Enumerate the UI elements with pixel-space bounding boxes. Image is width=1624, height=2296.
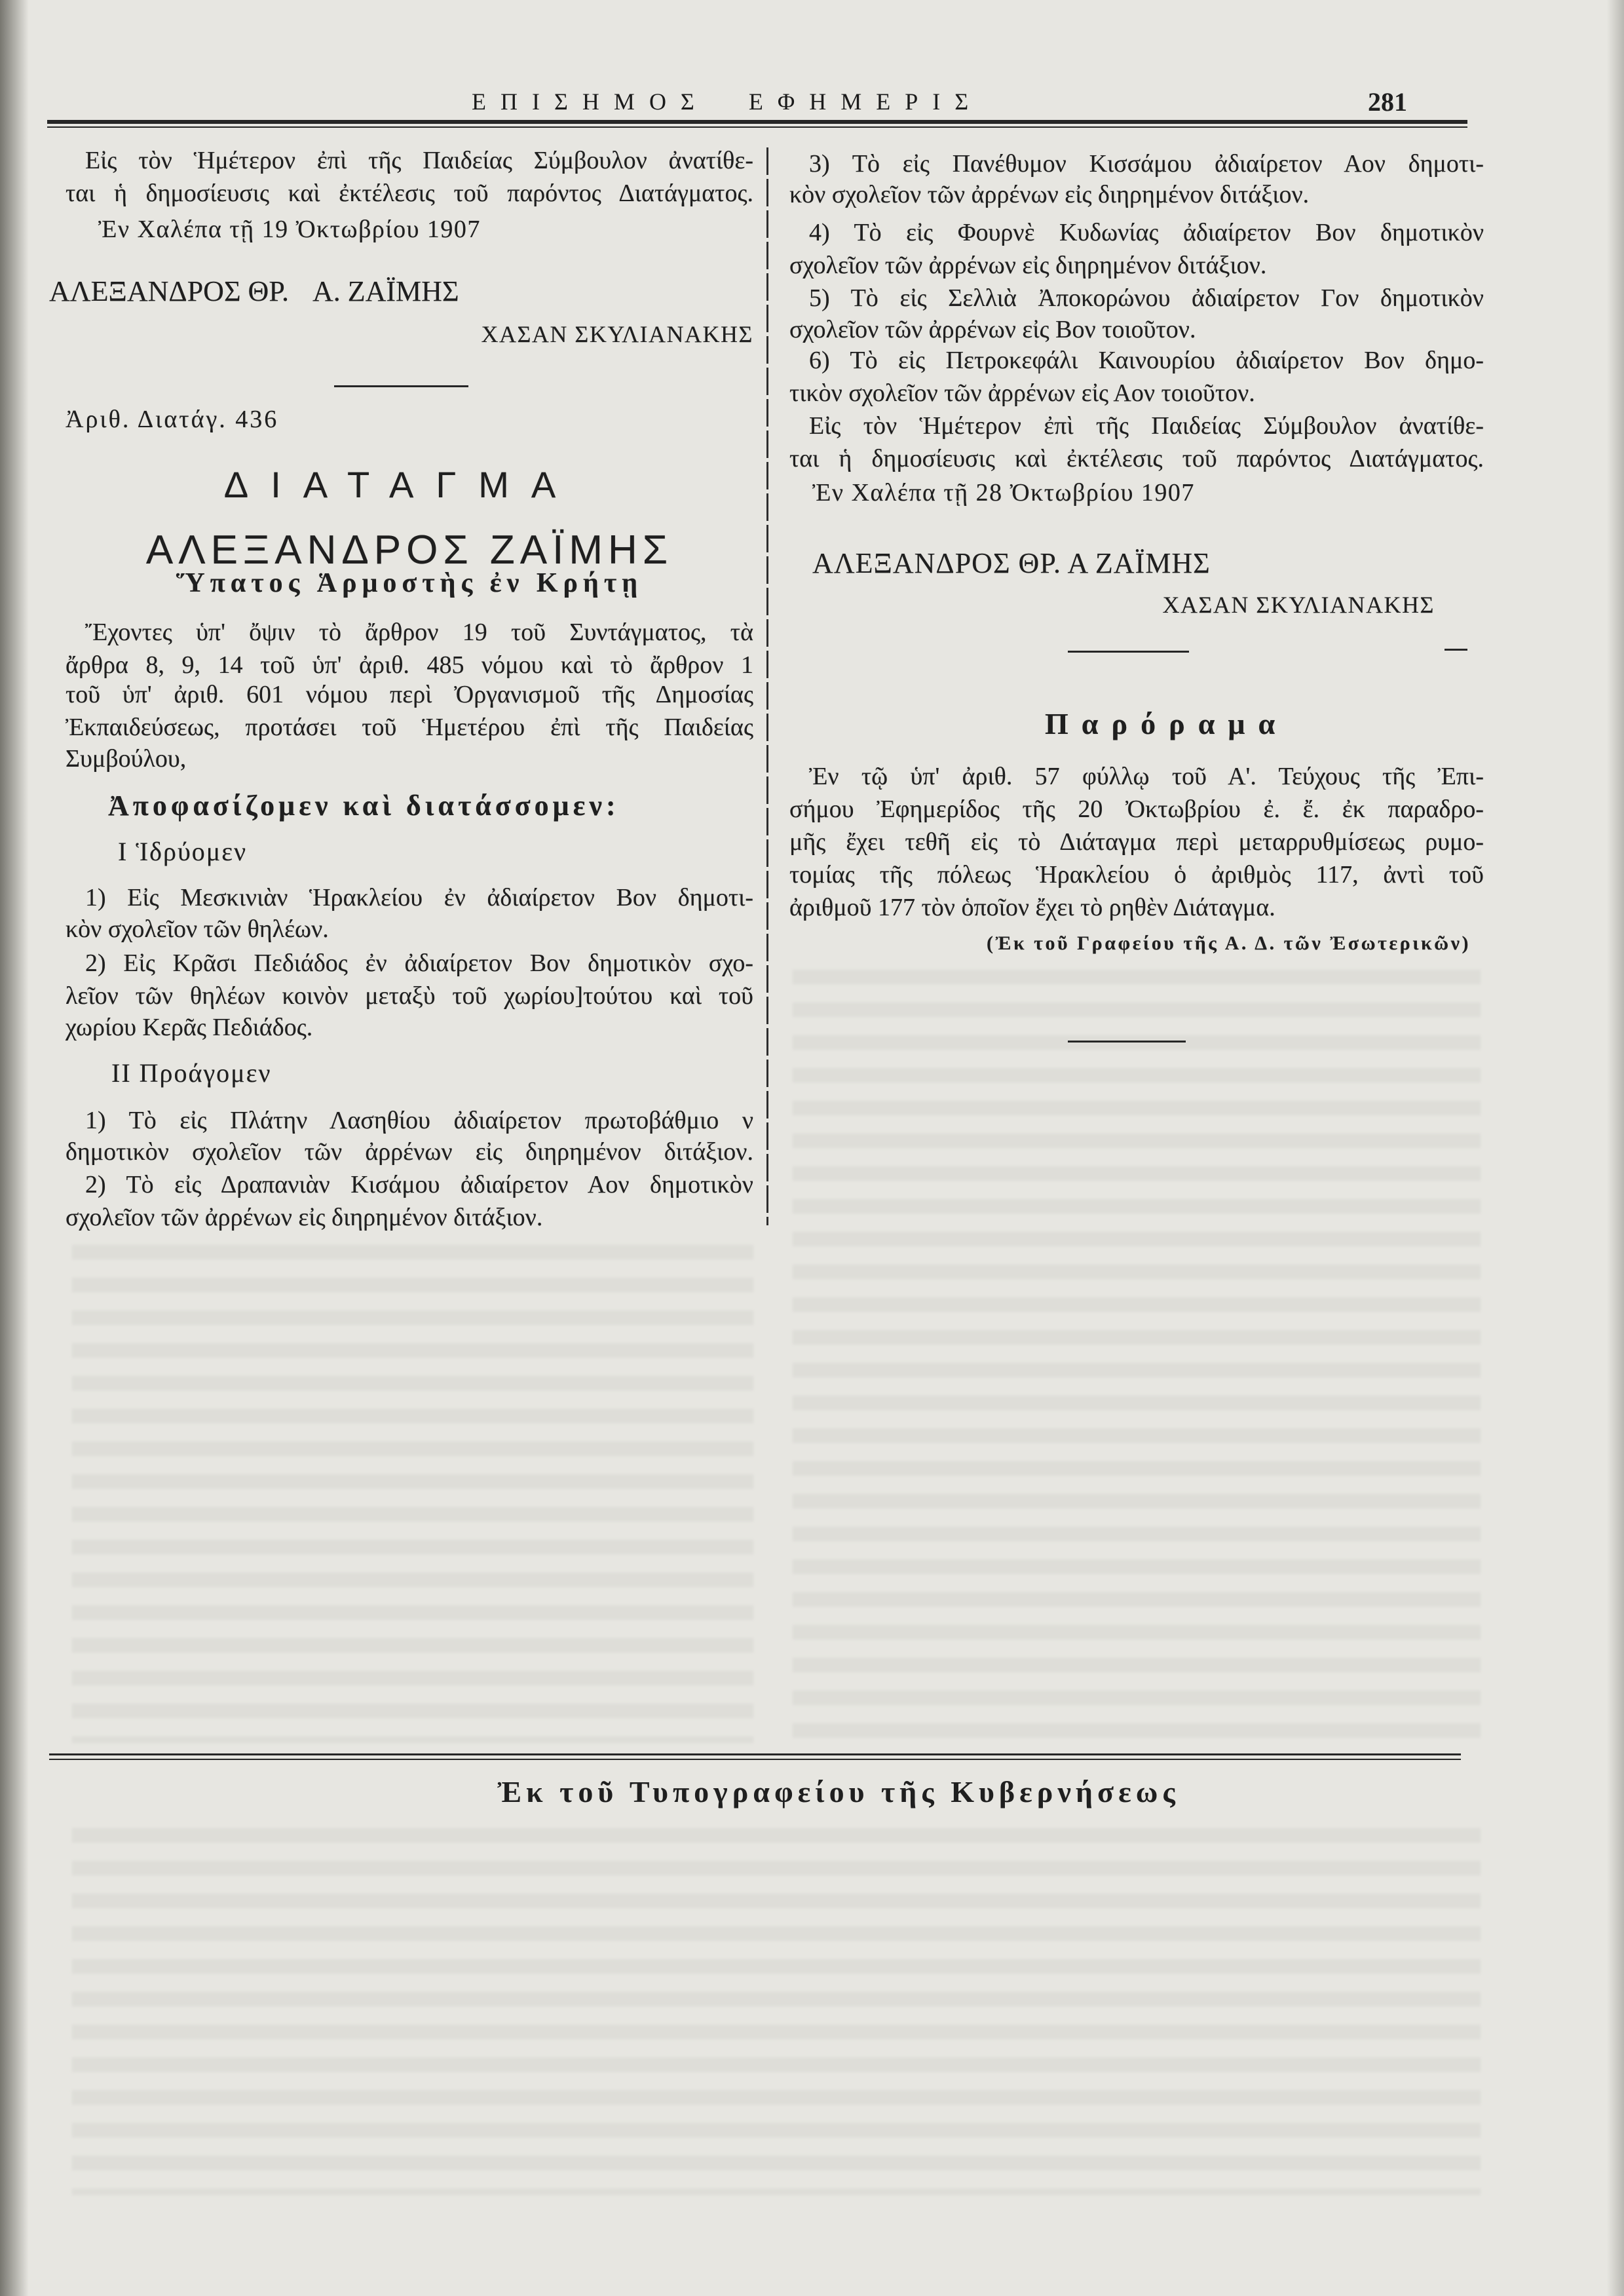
right-column xyxy=(789,0,1484,1245)
signature xyxy=(49,273,737,310)
list-item-line: σχολεῖον τῶν ἀρρένων εἰς διηρημένον διτάξιον. xyxy=(66,1204,543,1231)
list-item-line: λεῖον τῶν θηλέων κοινὸν μεταξὺ τοῦ χωρίου]τούτου καὶ τοῦ xyxy=(66,982,753,1010)
section-heading: ΙΙ Προάγομεν xyxy=(111,1058,272,1088)
signature-surname: Α. ΖΑΪΜΗΣ xyxy=(312,275,459,307)
scan-edge-shadow-right xyxy=(1607,0,1624,2296)
erratum-line: σήμου Ἐφημερίδος τῆς 20 Ὀκτωβρίου ἐ. ἔ. ἐκ παραδρο- xyxy=(789,795,1484,823)
scan-edge-shadow-left xyxy=(0,0,29,2296)
erratum-line: τομίας τῆς πόλεως Ἡρακλείου ὁ ἀριθμὸς 117, ἀντὶ τοῦ xyxy=(789,861,1484,889)
left-column xyxy=(49,0,753,1245)
preamble-line: Συμβούλου, xyxy=(66,745,187,773)
erratum-heading: Παρόραμα xyxy=(1045,707,1289,740)
decree-title: ΔΙΑΤΑΓΜΑ xyxy=(223,464,578,505)
gazette-title: ΕΠΙΣΗΜΟΣ ΕΦΗΜΕΡΙΣ xyxy=(472,88,983,115)
resolution-heading: Ἀποφασίζομεν καὶ διατάσσομεν: xyxy=(108,790,620,822)
decree-date: Ἐν Χαλέπα τῇ 28 Ὀκτωβρίου 1907 xyxy=(812,479,1195,507)
preamble-line: τοῦ ὑπ' ἀριθ. 601 νόμου περὶ Ὀργανισμοῦ τῆς Δημοσίας xyxy=(66,681,753,708)
footer-rule xyxy=(49,1753,1461,1755)
list-item-line: δημοτικὸν σχολεῖον τῶν ἀρρένων εἰς διηρημένον διτάξιον. xyxy=(66,1138,753,1166)
list-item-line: κὸν σχολεῖον τῶν ἀρρένων εἰς διηρημένον διτάξιον. xyxy=(789,181,1310,208)
footer-rule-thin xyxy=(49,1759,1461,1760)
issuer-title: Ὕπατος Ἁρμοστὴς ἐν Κρήτῃ xyxy=(176,568,643,598)
erratum-source: (Ἐκ τοῦ Γραφείου τῆς Α. Δ. τῶν Ἐσωτερικῶν) xyxy=(987,932,1471,954)
text-line: Εἰς τὸν Ἡμέτερον ἐπὶ τῆς Παιδείας Σύμβουλον ἀνατίθε- xyxy=(809,412,1484,440)
list-item-line: 5) Τὸ εἰς Σελλιὰ Ἀποκορώνου ἀδιαίρετον Γον δημοτικὸν xyxy=(809,284,1484,312)
list-item-line: 4) Τὸ εἰς Φουρνὲ Κυδωνίας ἀδιαίρετον Βον δημοτικὸν xyxy=(809,219,1484,246)
signature: ΑΛΕΞΑΝΔΡΟΣ ΘΡ. Α ΖΑΪΜΗΣ xyxy=(812,547,1211,579)
text-line: Εἰς τὸν Ἡμέτερον ἐπὶ τῆς Παιδείας Σύμβουλον ἀνατίθε- xyxy=(85,147,753,174)
countersignature: ΧΑΣΑΝ ΣΚΥΛΙΑΝΑΚΗΣ xyxy=(1162,592,1435,618)
erratum-line: ἀριθμοῦ 177 τὸν ὁποῖον ἔχει τὸ ρηθὲν Διάταγμα. xyxy=(789,894,1275,921)
signature-name: ΑΛΕΞΑΝΔΡΟΣ ΘΡ. xyxy=(49,275,289,307)
list-item-line: σχολεῖον τῶν ἀρρένων εἰς διηρημένον διτάξιον. xyxy=(789,252,1267,279)
decree-issuer: ΑΛΕΞΑΝΔΡΟΣ ΖΑΪΜΗΣ xyxy=(145,527,673,573)
list-item-line: 2) Τὸ εἰς Δραπανιὰν Κισάμου ἀδιαίρετον Αον δημοτικὸν xyxy=(85,1171,753,1198)
list-item-line: χωρίου Κερᾶς Πεδιάδος. xyxy=(66,1014,313,1041)
column-divider xyxy=(766,147,768,1225)
list-item-line: 1) Τὸ εἰς Πλάτην Λασηθίου ἀδιαίρετον πρωτοβάθμιο ν xyxy=(85,1107,753,1134)
bleed-through-shadow xyxy=(72,1245,753,1743)
decree-number: Ἀριθ. Διατάγ. 436 xyxy=(66,406,279,433)
decree-date: Ἐν Χαλέπα τῇ 19 Ὀκτωβρίου 1907 xyxy=(98,216,481,243)
erratum-line: Ἐν τῷ ὑπ' ἀριθ. 57 φύλλῳ τοῦ Α'. Τεύχους τῆς Ἐπι- xyxy=(809,763,1484,790)
countersignature: ΧΑΣΑΝ ΣΚΥΛΙΑΝΑΚΗΣ xyxy=(481,321,753,347)
separator-rule xyxy=(1068,1041,1186,1043)
preamble-line: ἄρθρα 8, 9, 14 τοῦ ὑπ' ἀριθ. 485 νόμου καὶ τὸ ἄρθρον 1 xyxy=(66,651,753,679)
preamble-line: Ἐκπαιδεύσεως, προτάσει τοῦ Ἡμετέρου ἐπὶ τῆς Παιδείας xyxy=(66,714,753,741)
separator-rule xyxy=(1068,651,1189,653)
erratum-line: μῆς ἔχει τεθῆ εἰς τὸ Διάταγμα περὶ μεταρρυθμίσεως ρυμο- xyxy=(789,828,1484,856)
page-number: 281 xyxy=(1368,87,1407,117)
printer-imprint: Ἐκ τοῦ Τυπογραφείου τῆς Κυβερνήσεως xyxy=(497,1775,1180,1808)
separator-rule xyxy=(334,385,468,387)
list-item-line: κὸν σχολεῖον τῶν θηλέων. xyxy=(66,915,329,943)
text-line: ται ἡ δημοσίευσις καὶ ἐκτέλεσις τοῦ παρόντος Διατάγματος. xyxy=(789,445,1484,472)
preamble-line: Ἔχοντες ὑπ' ὄψιν τὸ ἄρθρον 19 τοῦ Συντάγματος, τὰ xyxy=(85,619,753,646)
list-item-line: 2) Εἰς Κρᾶσι Πεδιάδος ἐν ἀδιαίρετον Βον δημοτικὸν σχο- xyxy=(85,949,753,977)
text-line: ται ἡ δημοσίευσις καὶ ἐκτέλεσις τοῦ παρόντος Διατάγματος. xyxy=(66,180,753,207)
list-item-line: 3) Τὸ εἰς Πανέθυμον Κισσάμου ἀδιαίρετον Αον δημοτι- xyxy=(809,150,1484,178)
separator-dash xyxy=(1445,649,1467,651)
list-item-line: 1) Εἰς Μεσκινιὰν Ἡρακλείου ἐν ἀδιαίρετον Βον δημοτι- xyxy=(85,884,753,911)
list-item-line: τικὸν σχολεῖον τῶν ἀρρένων εἰς Αον τοιοῦτον. xyxy=(789,379,1255,407)
list-item-line: σχολεῖον τῶν ἀρρένων εἰς Βον τοιοῦτον. xyxy=(789,316,1196,343)
list-item-line: 6) Τὸ εἰς Πετροκεφάλι Καινουρίου ἀδιαίρετον Βον δημο- xyxy=(809,347,1484,374)
bleed-through-shadow xyxy=(72,1828,1481,2195)
section-heading: Ι Ἱδρύομεν xyxy=(118,837,248,866)
